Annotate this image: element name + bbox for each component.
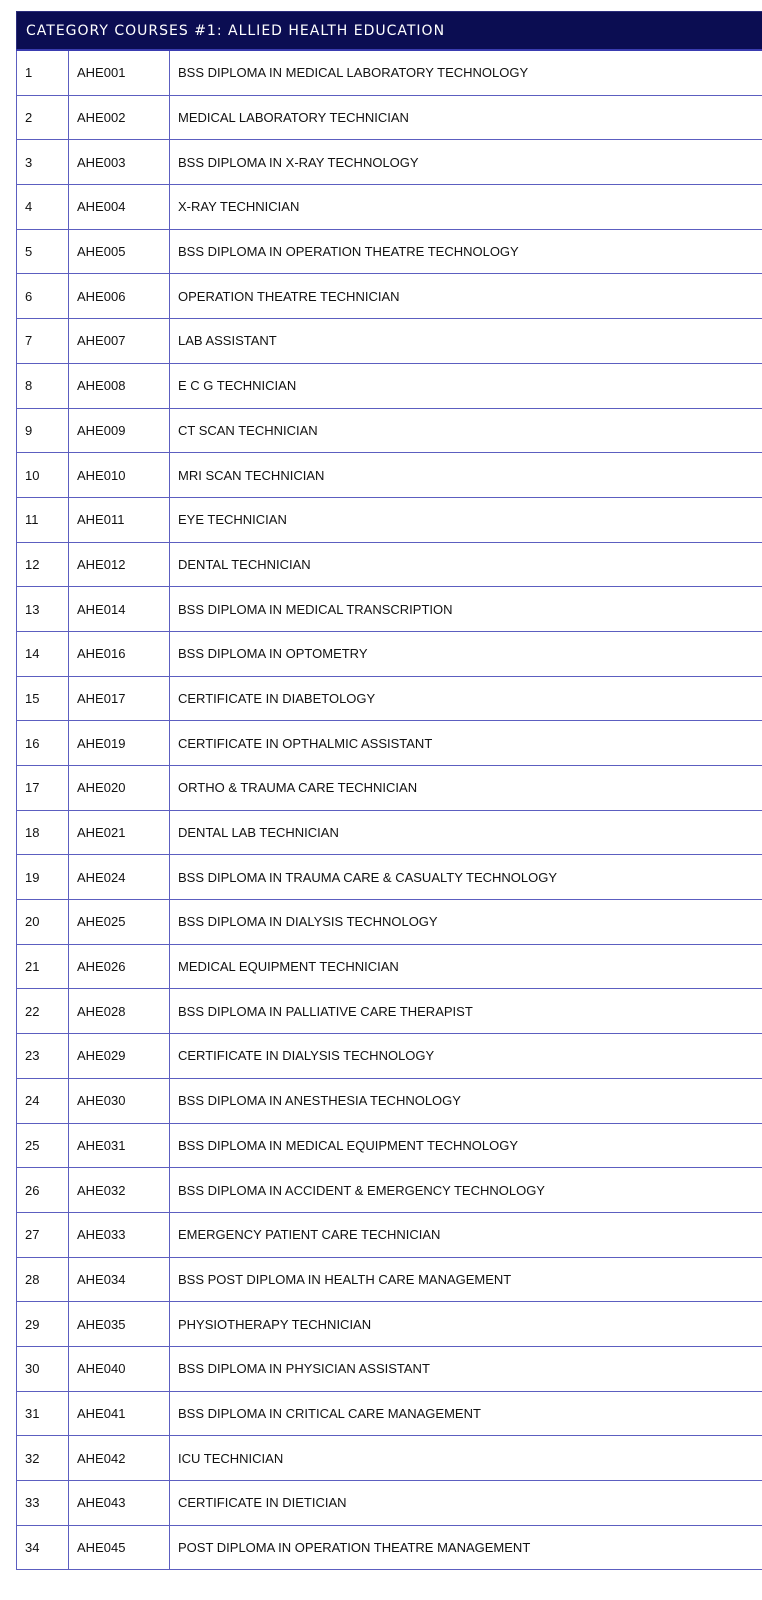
course-row bbox=[17, 1436, 762, 1481]
course-name: MRI SCAN TECHNICIAN bbox=[170, 453, 762, 498]
course-code: AHE028 bbox=[69, 989, 170, 1034]
course-name: OPERATION THEATRE TECHNICIAN bbox=[170, 274, 762, 319]
course-number: 31 bbox=[17, 1391, 69, 1436]
course-number: 21 bbox=[17, 944, 69, 989]
course-name: DENTAL TECHNICIAN bbox=[170, 542, 762, 587]
course-row bbox=[17, 497, 762, 542]
course-number: 11 bbox=[17, 497, 69, 542]
course-name: CT SCAN TECHNICIAN bbox=[170, 408, 762, 453]
course-code: AHE006 bbox=[69, 274, 170, 319]
course-number: 1 bbox=[17, 50, 69, 95]
course-name: BSS DIPLOMA IN PHYSICIAN ASSISTANT bbox=[170, 1346, 762, 1391]
course-number: 32 bbox=[17, 1436, 69, 1481]
course-row bbox=[17, 900, 762, 945]
course-category-section bbox=[16, 11, 762, 1570]
course-number: 9 bbox=[17, 408, 69, 453]
courses-table-body bbox=[17, 50, 762, 1570]
course-number: 6 bbox=[17, 274, 69, 319]
course-name: BSS POST DIPLOMA IN HEALTH CARE MANAGEMENT bbox=[170, 1257, 762, 1302]
course-name: BSS DIPLOMA IN MEDICAL TRANSCRIPTION bbox=[170, 587, 762, 632]
course-code: AHE030 bbox=[69, 1078, 170, 1123]
course-name: MEDICAL LABORATORY TECHNICIAN bbox=[170, 95, 762, 140]
course-code: AHE035 bbox=[69, 1302, 170, 1347]
course-code: AHE020 bbox=[69, 766, 170, 811]
course-row bbox=[17, 855, 762, 900]
course-number: 18 bbox=[17, 810, 69, 855]
course-code: AHE012 bbox=[69, 542, 170, 587]
course-number: 17 bbox=[17, 766, 69, 811]
course-number: 29 bbox=[17, 1302, 69, 1347]
course-row bbox=[17, 944, 762, 989]
course-number: 8 bbox=[17, 363, 69, 408]
course-code: AHE045 bbox=[69, 1525, 170, 1570]
course-row bbox=[17, 1212, 762, 1257]
course-code: AHE025 bbox=[69, 900, 170, 945]
course-name: BSS DIPLOMA IN MEDICAL EQUIPMENT TECHNOLOGY bbox=[170, 1123, 762, 1168]
course-number: 30 bbox=[17, 1346, 69, 1391]
course-row bbox=[17, 542, 762, 587]
course-name: BSS DIPLOMA IN ANESTHESIA TECHNOLOGY bbox=[170, 1078, 762, 1123]
course-name: CERTIFICATE IN DIABETOLOGY bbox=[170, 676, 762, 721]
course-row bbox=[17, 1078, 762, 1123]
course-row bbox=[17, 274, 762, 319]
course-code: AHE040 bbox=[69, 1346, 170, 1391]
course-number: 14 bbox=[17, 631, 69, 676]
course-number: 22 bbox=[17, 989, 69, 1034]
course-row bbox=[17, 587, 762, 632]
course-row bbox=[17, 453, 762, 498]
category-title: CATEGORY COURSES #1: ALLIED HEALTH EDUCATION bbox=[16, 11, 762, 49]
course-code: AHE029 bbox=[69, 1034, 170, 1079]
course-row bbox=[17, 319, 762, 364]
course-code: AHE002 bbox=[69, 95, 170, 140]
course-row bbox=[17, 408, 762, 453]
course-name: BSS DIPLOMA IN CRITICAL CARE MANAGEMENT bbox=[170, 1391, 762, 1436]
course-name: LAB ASSISTANT bbox=[170, 319, 762, 364]
course-code: AHE007 bbox=[69, 319, 170, 364]
course-row bbox=[17, 810, 762, 855]
course-row bbox=[17, 1034, 762, 1079]
course-row bbox=[17, 631, 762, 676]
course-name: DENTAL LAB TECHNICIAN bbox=[170, 810, 762, 855]
course-row bbox=[17, 140, 762, 185]
course-row bbox=[17, 95, 762, 140]
course-row bbox=[17, 1346, 762, 1391]
course-name: BSS DIPLOMA IN X-RAY TECHNOLOGY bbox=[170, 140, 762, 185]
course-name: X-RAY TECHNICIAN bbox=[170, 185, 762, 230]
course-code: AHE009 bbox=[69, 408, 170, 453]
course-code: AHE003 bbox=[69, 140, 170, 185]
course-name: BSS DIPLOMA IN PALLIATIVE CARE THERAPIST bbox=[170, 989, 762, 1034]
course-code: AHE034 bbox=[69, 1257, 170, 1302]
course-row bbox=[17, 1391, 762, 1436]
course-name: BSS DIPLOMA IN OPERATION THEATRE TECHNOLOGY bbox=[170, 229, 762, 274]
course-name: EMERGENCY PATIENT CARE TECHNICIAN bbox=[170, 1212, 762, 1257]
course-row bbox=[17, 989, 762, 1034]
course-code: AHE024 bbox=[69, 855, 170, 900]
course-name: BSS DIPLOMA IN TRAUMA CARE & CASUALTY TECHNOLOGY bbox=[170, 855, 762, 900]
course-name: BSS DIPLOMA IN MEDICAL LABORATORY TECHNOLOGY bbox=[170, 50, 762, 95]
course-code: AHE004 bbox=[69, 185, 170, 230]
course-code: AHE019 bbox=[69, 721, 170, 766]
course-number: 24 bbox=[17, 1078, 69, 1123]
course-number: 23 bbox=[17, 1034, 69, 1079]
course-number: 20 bbox=[17, 900, 69, 945]
course-name: PHYSIOTHERAPY TECHNICIAN bbox=[170, 1302, 762, 1347]
course-number: 16 bbox=[17, 721, 69, 766]
course-row bbox=[17, 721, 762, 766]
course-number: 34 bbox=[17, 1525, 69, 1570]
course-number: 26 bbox=[17, 1168, 69, 1213]
course-number: 12 bbox=[17, 542, 69, 587]
course-code: AHE042 bbox=[69, 1436, 170, 1481]
course-row bbox=[17, 676, 762, 721]
course-name: BSS DIPLOMA IN ACCIDENT & EMERGENCY TECHNOLOGY bbox=[170, 1168, 762, 1213]
course-name: POST DIPLOMA IN OPERATION THEATRE MANAGEMENT bbox=[170, 1525, 762, 1570]
course-number: 28 bbox=[17, 1257, 69, 1302]
course-code: AHE011 bbox=[69, 497, 170, 542]
course-row bbox=[17, 1302, 762, 1347]
course-code: AHE033 bbox=[69, 1212, 170, 1257]
course-code: AHE014 bbox=[69, 587, 170, 632]
course-code: AHE043 bbox=[69, 1481, 170, 1526]
course-code: AHE032 bbox=[69, 1168, 170, 1213]
course-name: BSS DIPLOMA IN DIALYSIS TECHNOLOGY bbox=[170, 900, 762, 945]
course-number: 13 bbox=[17, 587, 69, 632]
course-row bbox=[17, 185, 762, 230]
course-row bbox=[17, 1168, 762, 1213]
course-row bbox=[17, 1525, 762, 1570]
course-code: AHE026 bbox=[69, 944, 170, 989]
course-row bbox=[17, 1123, 762, 1168]
course-row bbox=[17, 229, 762, 274]
course-name: ICU TECHNICIAN bbox=[170, 1436, 762, 1481]
course-code: AHE016 bbox=[69, 631, 170, 676]
course-name: E C G TECHNICIAN bbox=[170, 363, 762, 408]
course-name: MEDICAL EQUIPMENT TECHNICIAN bbox=[170, 944, 762, 989]
course-number: 7 bbox=[17, 319, 69, 364]
course-name: CERTIFICATE IN OPTHALMIC ASSISTANT bbox=[170, 721, 762, 766]
course-name: CERTIFICATE IN DIALYSIS TECHNOLOGY bbox=[170, 1034, 762, 1079]
course-number: 5 bbox=[17, 229, 69, 274]
course-number: 10 bbox=[17, 453, 69, 498]
course-number: 27 bbox=[17, 1212, 69, 1257]
course-code: AHE017 bbox=[69, 676, 170, 721]
course-code: AHE001 bbox=[69, 50, 170, 95]
course-name: EYE TECHNICIAN bbox=[170, 497, 762, 542]
course-name: ORTHO & TRAUMA CARE TECHNICIAN bbox=[170, 766, 762, 811]
course-number: 15 bbox=[17, 676, 69, 721]
course-number: 19 bbox=[17, 855, 69, 900]
courses-table bbox=[16, 49, 762, 1570]
course-row bbox=[17, 50, 762, 95]
course-code: AHE031 bbox=[69, 1123, 170, 1168]
course-code: AHE010 bbox=[69, 453, 170, 498]
course-number: 25 bbox=[17, 1123, 69, 1168]
course-number: 2 bbox=[17, 95, 69, 140]
course-number: 3 bbox=[17, 140, 69, 185]
course-row bbox=[17, 766, 762, 811]
course-row bbox=[17, 1481, 762, 1526]
course-number: 4 bbox=[17, 185, 69, 230]
course-code: AHE021 bbox=[69, 810, 170, 855]
course-name: BSS DIPLOMA IN OPTOMETRY bbox=[170, 631, 762, 676]
course-code: AHE041 bbox=[69, 1391, 170, 1436]
course-number: 33 bbox=[17, 1481, 69, 1526]
course-name: CERTIFICATE IN DIETICIAN bbox=[170, 1481, 762, 1526]
course-row bbox=[17, 1257, 762, 1302]
course-code: AHE008 bbox=[69, 363, 170, 408]
course-row bbox=[17, 363, 762, 408]
course-code: AHE005 bbox=[69, 229, 170, 274]
